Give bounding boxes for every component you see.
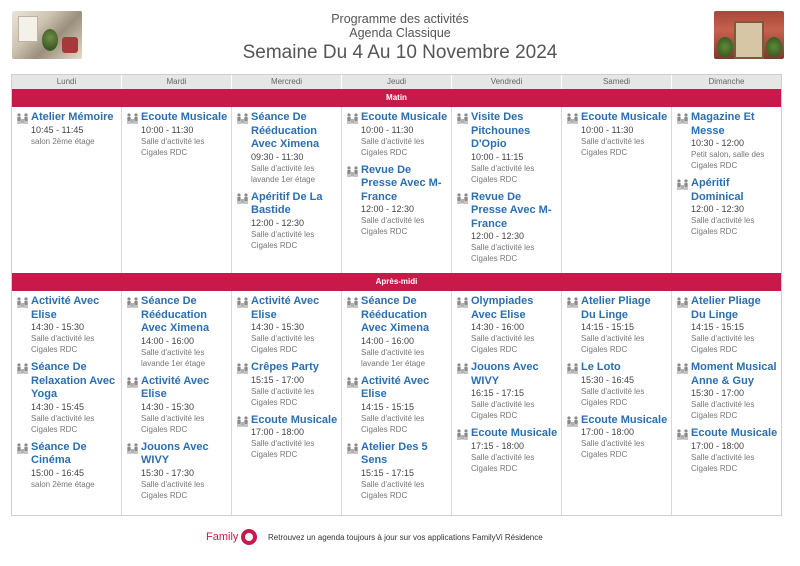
activity-location: Salle d'activité les Cigales RDC (31, 334, 95, 354)
activity-title[interactable]: Atelier Des 5 Sens (361, 440, 428, 466)
activity-location: Salle d'activité les Cigales RDC (471, 452, 535, 473)
activity-card[interactable] (346, 375, 448, 435)
activity-card[interactable] (676, 177, 778, 237)
activity-group-icon (456, 111, 471, 185)
activity-title[interactable]: Activité Avec Elise (141, 374, 210, 400)
activity-title[interactable]: Activité Avec Elise (251, 295, 320, 321)
morning-band: Matin (12, 89, 781, 107)
activity-group-icon (16, 361, 31, 435)
activity-location: Salle d'activité les lavande 1er étage (361, 347, 426, 368)
familyvi-logo-text: Family (206, 531, 239, 543)
activity-time: 12:00 - 12:30 (471, 231, 525, 241)
activity-card[interactable] (16, 295, 118, 355)
activity-card[interactable] (126, 375, 228, 435)
activity-card[interactable] (236, 295, 338, 355)
activity-time: 15:30 - 17:00 (691, 388, 745, 398)
activity-group-icon (566, 111, 581, 158)
activity-card[interactable] (346, 111, 448, 158)
activity-group-icon (566, 295, 581, 355)
activity-location: Salle d'activité les Cigales RDC (361, 136, 425, 157)
activity-card[interactable] (676, 361, 778, 421)
activity-time: 10:00 - 11:30 (361, 124, 414, 135)
activity-time: 14:15 - 15:15 (581, 322, 635, 332)
afternoon-column-dimanche (672, 291, 781, 515)
activity-time: 12:00 - 12:30 (361, 204, 415, 214)
activity-title[interactable]: Apéritif Dominical (691, 177, 744, 203)
activity-location: Salle d'activité les Cigales RDC (251, 439, 315, 459)
activity-time: 17:15 - 18:00 (471, 440, 525, 451)
activity-title[interactable]: Séance De Rééducation Avec Ximena (361, 295, 430, 334)
activity-location: Salle d'activité les Cigales RDC (581, 439, 645, 459)
activity-location: Salle d'activité les Cigales RDC (141, 413, 205, 434)
activity-time: 10:00 - 11:15 (471, 151, 524, 162)
activity-card[interactable] (126, 441, 228, 501)
day-header-row (12, 75, 781, 89)
activity-group-icon (16, 111, 31, 147)
activity-location: Petit salon, salle des Cigales RDC (691, 150, 765, 170)
activity-title[interactable]: Atelier Mémoire (31, 111, 114, 123)
footer-text: Retrouvez un agenda toujours à jour sur vos applications FamilyVi Résidence (268, 533, 543, 542)
activity-title[interactable]: Visite Des Pitchounes D'Opio (471, 111, 531, 150)
activity-location: Salle d'activité les Cigales RDC (141, 479, 205, 500)
morning-column-vendredi (452, 107, 562, 273)
activity-time: 17:00 - 18:00 (581, 427, 635, 437)
afternoon-column-vendredi (452, 291, 562, 515)
activity-location: Salle d'activité les Cigales RDC (141, 136, 205, 157)
activity-card[interactable] (346, 441, 448, 501)
activity-time: 14:30 - 16:00 (471, 322, 525, 332)
activity-title[interactable]: Séance De Rééducation Avec Ximena (141, 295, 210, 334)
activity-group-icon (126, 375, 141, 435)
activity-title[interactable]: Ecoute Musicale (471, 427, 558, 439)
activity-location: salon 2ème étage (31, 136, 95, 146)
activity-group-icon (346, 441, 361, 501)
activity-location: Salle d'activité les Cigales RDC (361, 216, 425, 236)
familyvi-logo-icon (241, 529, 257, 545)
activity-time: 10:30 - 12:00 (691, 138, 745, 148)
activity-card[interactable] (126, 295, 228, 369)
day-header-dimanche: Dimanche (708, 77, 745, 86)
activity-card[interactable] (566, 111, 668, 158)
activity-title[interactable]: Séance De Rééducation Avec Ximena (251, 111, 320, 150)
activity-location: Salle d'activité les lavande 1er étage (141, 347, 206, 368)
activity-title[interactable]: Jouons Avec WIVY (141, 440, 209, 466)
activity-location: Salle d'activité les Cigales RDC (471, 163, 535, 184)
activity-time: 12:00 - 12:30 (251, 217, 305, 228)
activity-location: Salle d'activité les lavande 1er étage (251, 163, 316, 184)
activity-time: 16:15 - 17:15 (471, 388, 525, 398)
activity-location: salon 2ème étage (31, 479, 95, 489)
activity-time: 14:30 - 15:30 (141, 401, 195, 412)
weekly-agenda-grid (11, 74, 782, 516)
activity-time: 12:00 - 12:30 (691, 204, 745, 214)
activity-group-icon (236, 361, 251, 408)
activity-location: Salle d'activité les Cigales RDC (581, 386, 645, 407)
activity-title[interactable]: Revue De Presse Avec M-France (361, 163, 442, 203)
activity-title[interactable]: Magazine Et Messe (691, 111, 755, 137)
activity-group-icon (346, 164, 361, 238)
activity-time: 14:30 - 15:30 (31, 322, 85, 332)
day-header-lundi: Lundi (12, 75, 122, 89)
activity-title[interactable]: Ecoute Musicale (691, 427, 778, 439)
agenda-type: Agenda Classique (349, 26, 451, 40)
activity-location: Salle d'activité les Cigales RDC (691, 216, 755, 236)
activity-time: 14:15 - 15:15 (691, 322, 745, 332)
activity-location: Salle d'activité les Cigales RDC (581, 136, 645, 157)
morning-column-samedi (562, 107, 672, 273)
activity-card[interactable] (126, 111, 228, 158)
activity-group-icon (456, 295, 471, 355)
activity-card[interactable] (566, 295, 668, 355)
activity-location: Salle d'activité les Cigales RDC (691, 452, 755, 473)
activity-group-icon (16, 295, 31, 355)
activity-card[interactable] (456, 295, 558, 355)
activity-time: 10:00 - 11:30 (141, 124, 194, 135)
activity-time: 14:15 - 15:15 (361, 401, 415, 412)
activity-time: 10:00 - 11:30 (581, 124, 634, 135)
footer (0, 528, 800, 548)
activity-group-icon (676, 427, 691, 474)
activity-title[interactable]: Jouons Avec WIVY (471, 361, 539, 387)
activity-title[interactable]: Séance De Cinéma (31, 440, 87, 466)
activity-group-icon (456, 427, 471, 474)
activity-card[interactable] (676, 111, 778, 171)
activity-title[interactable]: Le Loto (581, 361, 621, 373)
activity-title[interactable]: Atelier Pliage Du Linge (581, 295, 651, 321)
activity-card[interactable] (456, 191, 558, 265)
day-header-vendredi: Vendredi (452, 75, 562, 89)
activity-time: 15:30 - 16:45 (581, 374, 635, 385)
afternoon-column-lundi (12, 291, 122, 515)
activity-location: Salle d'activité les Cigales RDC (251, 229, 315, 250)
activity-title[interactable]: Activité Avec Elise (361, 374, 430, 400)
activity-location: Salle d'activité les Cigales RDC (471, 334, 535, 354)
activity-title[interactable]: Crêpes Party (251, 361, 319, 373)
activity-location: Salle d'activité les Cigales RDC (471, 243, 535, 263)
activity-time: 15:15 - 17:15 (361, 467, 415, 478)
activity-group-icon (126, 441, 141, 501)
activity-time: 17:00 - 18:00 (691, 440, 745, 451)
afternoon-section (12, 291, 781, 515)
activity-time: 15:30 - 17:30 (141, 467, 195, 478)
activity-group-icon (126, 295, 141, 369)
activity-card[interactable] (236, 111, 338, 185)
afternoon-column-jeudi (342, 291, 452, 515)
morning-column-lundi (12, 107, 122, 273)
activity-card[interactable] (346, 295, 448, 369)
activity-card[interactable] (16, 111, 118, 147)
activity-group-icon (676, 295, 691, 355)
activity-group-icon (456, 361, 471, 421)
activity-group-icon (676, 361, 691, 421)
activity-card[interactable] (16, 361, 118, 435)
activity-card[interactable] (456, 427, 558, 474)
activity-card[interactable] (346, 164, 448, 238)
activity-time: 10:45 - 11:45 (31, 124, 84, 135)
activity-card[interactable] (236, 191, 338, 251)
activity-group-icon (566, 361, 581, 408)
activity-time: 15:15 - 17:00 (251, 374, 305, 385)
activity-group-icon (676, 111, 691, 171)
activity-time: 14:00 - 16:00 (361, 335, 415, 346)
activity-group-icon (566, 414, 581, 461)
afternoon-column-mercredi (232, 291, 342, 515)
afternoon-column-samedi (562, 291, 672, 515)
activity-time: 15:00 - 16:45 (31, 467, 85, 478)
activity-title[interactable]: Apéritif De La Bastide (251, 190, 323, 216)
activity-title[interactable]: Revue De Presse Avec M-France (471, 190, 552, 230)
activity-card[interactable] (236, 414, 338, 461)
activity-group-icon (236, 111, 251, 185)
activity-group-icon (346, 111, 361, 158)
activity-group-icon (346, 295, 361, 369)
activity-location: Salle d'activité les Cigales RDC (471, 400, 535, 420)
morning-column-mardi (122, 107, 232, 273)
activity-title[interactable]: Ecoute Musicale (141, 111, 228, 123)
week-title: Semaine Du 4 Au 10 Novembre 2024 (242, 42, 558, 63)
day-header-mercredi: Mercredi (232, 75, 342, 89)
morning-column-jeudi (342, 107, 452, 273)
activity-group-icon (236, 191, 251, 251)
day-header-mardi: Mardi (122, 75, 232, 89)
activity-time: 14:00 - 16:00 (141, 335, 195, 346)
activity-title[interactable]: Moment Musical Anne & Guy (691, 361, 777, 387)
activity-title[interactable]: Activité Avec Elise (31, 295, 100, 321)
activity-location: Salle d'activité les Cigales RDC (581, 334, 645, 354)
activity-location: Salle d'activité les Cigales RDC (31, 413, 95, 434)
afternoon-column-mardi (122, 291, 232, 515)
activity-title[interactable]: Ecoute Musicale (581, 413, 668, 426)
activity-location: Salle d'activité les Cigales RDC (691, 334, 755, 354)
morning-column-mercredi (232, 107, 342, 273)
activity-location: Salle d'activité les Cigales RDC (251, 386, 315, 407)
activity-group-icon (456, 191, 471, 265)
activity-group-icon (126, 111, 141, 158)
activity-location: Salle d'activité les Cigales RDC (361, 479, 425, 500)
activity-title[interactable]: Olympiades Avec Elise (471, 295, 534, 321)
activity-group-icon (676, 177, 691, 237)
activity-group-icon (346, 375, 361, 435)
activity-card[interactable] (456, 361, 558, 421)
day-header-samedi: Samedi (562, 75, 672, 89)
day-header-jeudi: Jeudi (342, 75, 452, 89)
activity-title[interactable]: Ecoute Musicale (251, 413, 338, 426)
activity-time: 17:00 - 18:00 (251, 427, 305, 437)
morning-section (12, 107, 781, 273)
activity-title[interactable]: Ecoute Musicale (361, 111, 448, 123)
activity-time: 14:30 - 15:45 (31, 401, 85, 412)
activity-card[interactable] (456, 111, 558, 185)
activity-title[interactable]: Ecoute Musicale (581, 111, 668, 123)
afternoon-band: Après-midi (12, 273, 781, 291)
activity-card[interactable] (566, 414, 668, 461)
activity-title[interactable]: Atelier Pliage Du Linge (691, 295, 761, 321)
activity-group-icon (236, 295, 251, 355)
activity-location: Salle d'activité les Cigales RDC (361, 413, 425, 434)
activity-card[interactable] (676, 427, 778, 474)
activity-title[interactable]: Séance De Relaxation Avec Yoga (31, 361, 116, 400)
activity-card[interactable] (676, 295, 778, 355)
morning-column-dimanche (672, 107, 781, 273)
activity-time: 14:30 - 15:30 (251, 322, 305, 332)
activity-time: 09:30 - 11:30 (251, 151, 304, 162)
activity-card[interactable] (16, 441, 118, 490)
activity-location: Salle d'activité les Cigales RDC (251, 334, 315, 354)
activity-group-icon (16, 441, 31, 490)
activity-card[interactable] (566, 361, 668, 408)
activity-card[interactable] (236, 361, 338, 408)
activity-location: Salle d'activité les Cigales RDC (691, 400, 755, 420)
activity-group-icon (236, 414, 251, 461)
program-title: Programme des activités (331, 12, 469, 26)
